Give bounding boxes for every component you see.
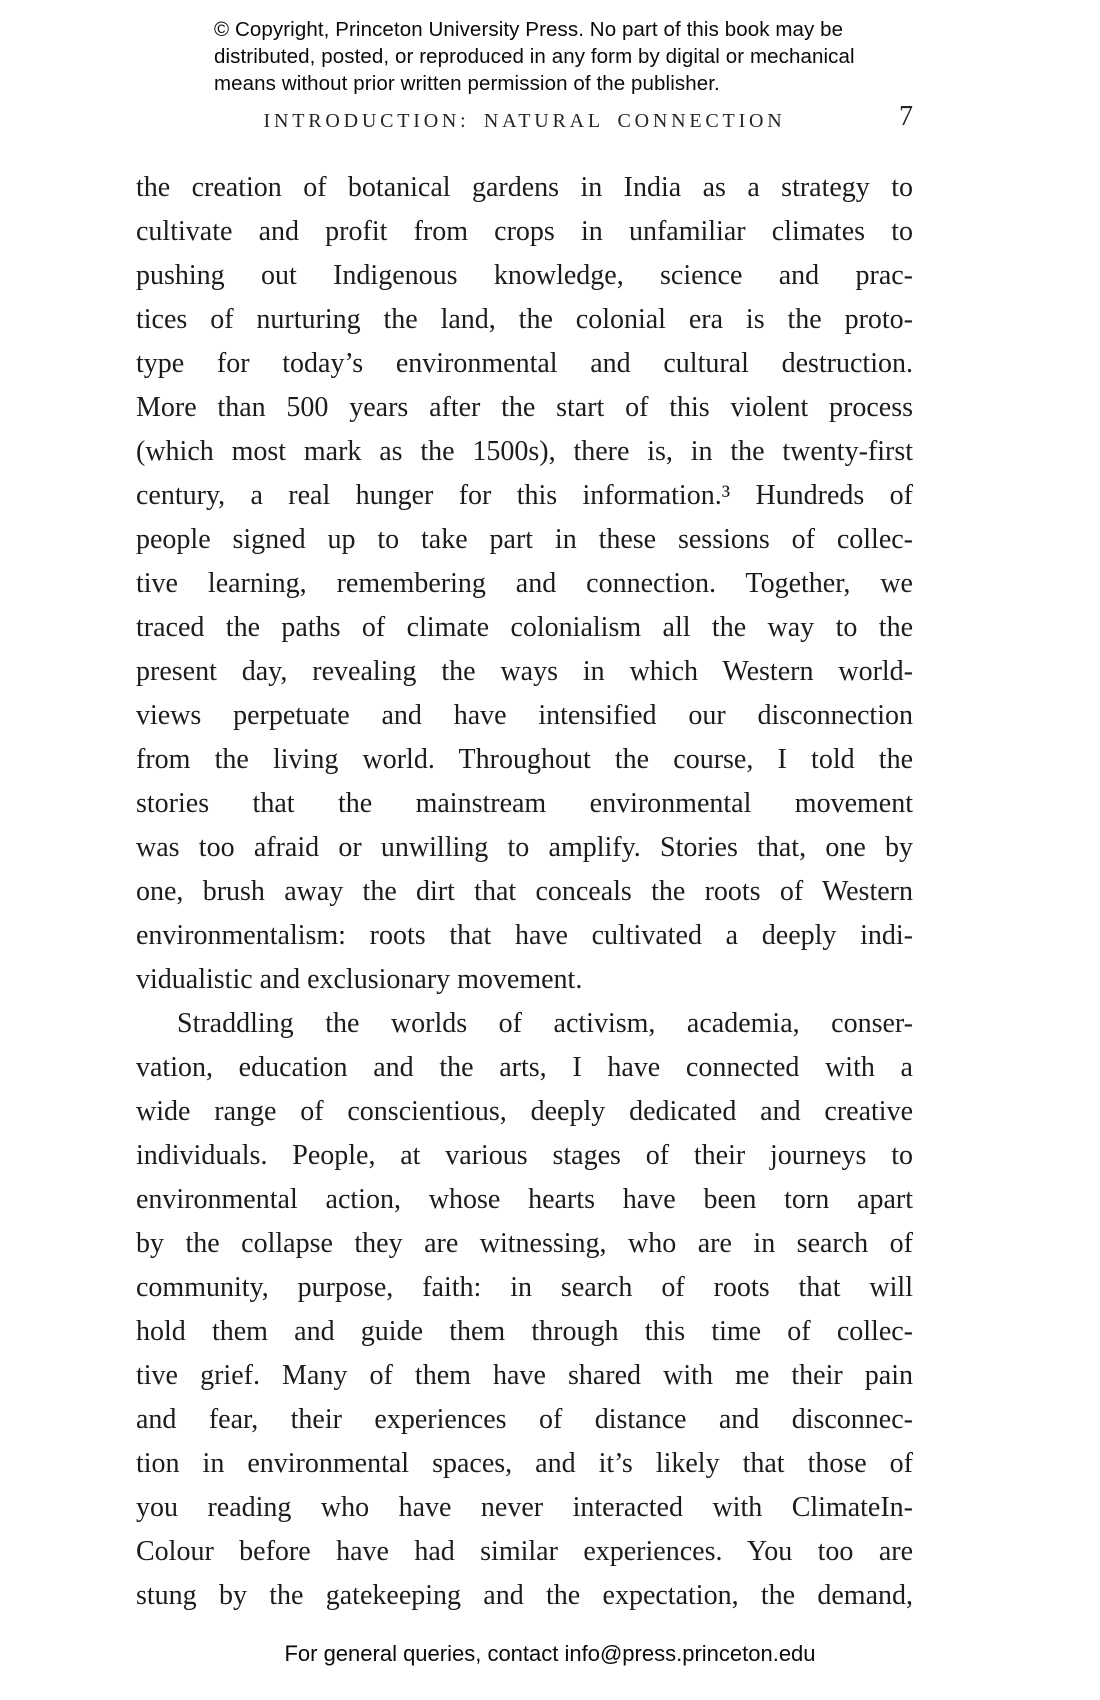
text-line: traced the paths of climate colonialism all the way to the bbox=[136, 612, 913, 643]
text-line: cultivate and profit from crops in unfamiliar climates to bbox=[136, 216, 913, 247]
copyright-notice bbox=[214, 16, 855, 97]
text-line: More than 500 years after the start of this violent process bbox=[136, 392, 913, 423]
text-line: stories that the mainstream environmental movement bbox=[136, 788, 913, 819]
text-line: vation, education and the arts, I have connected with a bbox=[136, 1052, 913, 1083]
text-line: wide range of conscientious, deeply dedicated and creative bbox=[136, 1096, 913, 1127]
body-text bbox=[136, 166, 913, 1618]
text-line: the creation of botanical gardens in India as a strategy to bbox=[136, 172, 913, 203]
text-line: by the collapse they are witnessing, who are in search of bbox=[136, 1228, 913, 1259]
text-line: stung by the gatekeeping and the expectation, the demand, bbox=[136, 1580, 913, 1611]
text-line-paragraph-end: vidualistic and exclusionary movement. bbox=[136, 964, 583, 995]
text-line: tive learning, remembering and connection. Together, we bbox=[136, 568, 913, 599]
text-line-paragraph-start: Straddling the worlds of activism, academia, conser- bbox=[177, 1008, 913, 1039]
chapter-title: INTRODUCTION: NATURAL CONNECTION bbox=[263, 110, 786, 132]
text-line: Colour before have had similar experiences. You too are bbox=[136, 1536, 913, 1567]
text-line: present day, revealing the ways in which Western world- bbox=[136, 656, 913, 687]
copyright-line: distributed, posted, or reproduced in any form by digital or mechanical bbox=[214, 45, 855, 68]
text-line: century, a real hunger for this information.³ Hundreds of bbox=[136, 480, 913, 511]
text-line: views perpetuate and have intensified our disconnection bbox=[136, 700, 913, 731]
text-line: (which most mark as the 1500s), there is, in the twenty-first bbox=[136, 436, 913, 467]
copyright-line: means without prior written permission of the publisher. bbox=[214, 72, 720, 95]
text-line: from the living world. Throughout the course, I told the bbox=[136, 744, 913, 775]
text-line: you reading who have never interacted with ClimateIn- bbox=[136, 1492, 913, 1523]
text-line: one, brush away the dirt that conceals the roots of Western bbox=[136, 876, 913, 907]
text-line: and fear, their experiences of distance and disconnec- bbox=[136, 1404, 913, 1435]
text-line: tices of nurturing the land, the colonial era is the proto- bbox=[136, 304, 913, 335]
page-number: 7 bbox=[899, 101, 913, 132]
text-line: tive grief. Many of them have shared with me their pain bbox=[136, 1360, 913, 1391]
text-line: type for today’s environmental and cultural destruction. bbox=[136, 348, 913, 379]
copyright-line: © Copyright, Princeton University Press. No part of this book may be bbox=[214, 18, 844, 41]
footer-queries: For general queries, contact info@press.princeton.edu bbox=[284, 1641, 816, 1666]
text-line: pushing out Indigenous knowledge, science and prac- bbox=[136, 260, 913, 291]
text-line: environmentalism: roots that have cultivated a deeply indi- bbox=[136, 920, 913, 951]
text-line: environmental action, whose hearts have been torn apart bbox=[136, 1184, 913, 1215]
text-line: individuals. People, at various stages of their journeys to bbox=[136, 1140, 913, 1171]
running-header bbox=[136, 108, 913, 134]
text-line: tion in environmental spaces, and it’s likely that those of bbox=[136, 1448, 913, 1479]
text-line: was too afraid or unwilling to amplify. Stories that, one by bbox=[136, 832, 913, 863]
text-line: community, purpose, faith: in search of roots that will bbox=[136, 1272, 913, 1303]
text-line: hold them and guide them through this time of collec- bbox=[136, 1316, 913, 1347]
text-line: people signed up to take part in these sessions of collec- bbox=[136, 524, 913, 555]
